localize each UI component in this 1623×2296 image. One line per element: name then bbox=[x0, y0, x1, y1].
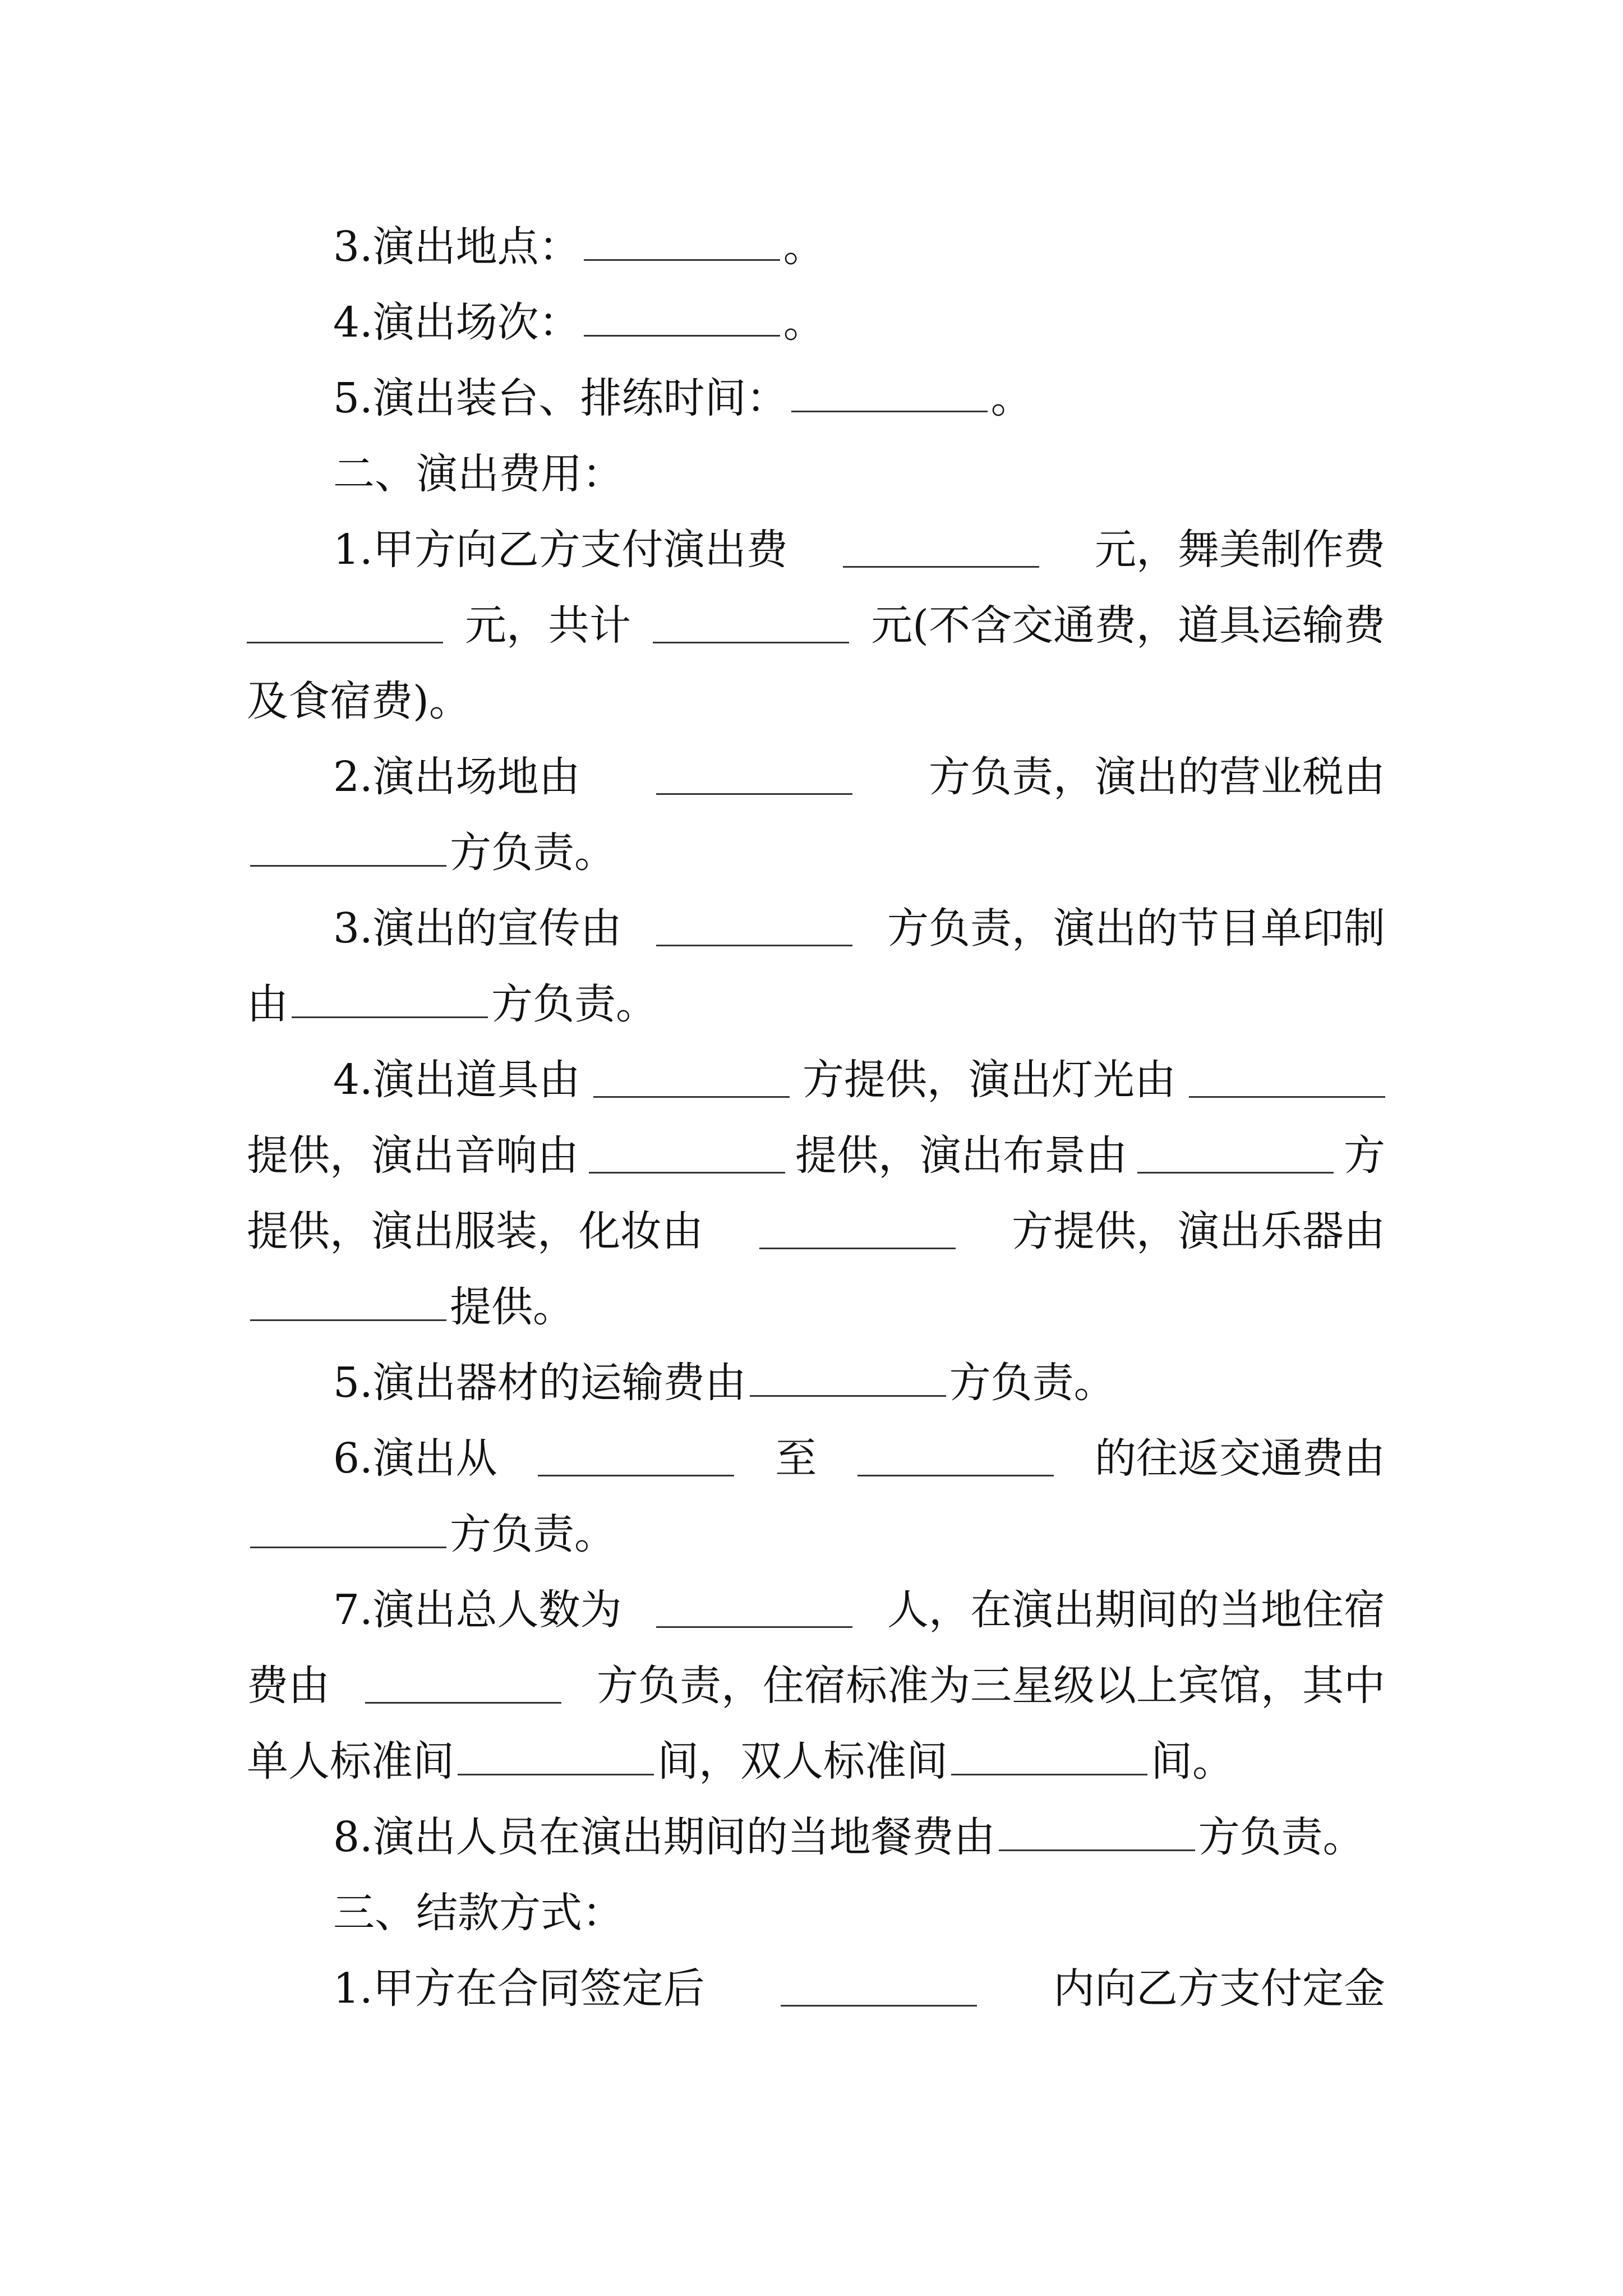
fill-blank[interactable] bbox=[843, 532, 1039, 568]
clause-fee-5 bbox=[333, 1349, 1385, 1416]
text: 7.演出总人数为 bbox=[333, 1586, 622, 1634]
text: 3.演出地点： bbox=[333, 223, 580, 271]
fill-blank[interactable] bbox=[857, 1441, 1054, 1476]
clause-fee-2 bbox=[333, 743, 1385, 811]
text: 单人标准间 bbox=[247, 1737, 454, 1786]
clause-fee-4 bbox=[333, 1046, 1385, 1114]
text: 人，在演出期间的当地住宿 bbox=[887, 1586, 1385, 1634]
fill-blank[interactable] bbox=[1137, 1138, 1334, 1174]
text: 方负责，演出的营业税由 bbox=[928, 753, 1385, 801]
text: 至 bbox=[775, 1434, 817, 1483]
text: 1.甲方在合同签定后 bbox=[333, 1964, 705, 2013]
text: 提供，演出音响由 bbox=[247, 1131, 579, 1180]
text: 方 bbox=[1344, 1131, 1385, 1180]
text: 方负责。 bbox=[491, 980, 657, 1028]
clause-fee-3 bbox=[333, 895, 1385, 962]
fill-blank[interactable] bbox=[458, 1740, 654, 1775]
text: 间。 bbox=[1151, 1737, 1234, 1786]
text: 方提供，演出灯光由 bbox=[802, 1056, 1176, 1104]
text: 5.演出装台、排练时间： bbox=[333, 374, 788, 422]
text: 方提供，演出乐器由 bbox=[1012, 1207, 1385, 1255]
text: 。 bbox=[783, 298, 825, 347]
text: 内向乙方支付定金 bbox=[1053, 1964, 1385, 2013]
clause-fee-8 bbox=[333, 1803, 1385, 1871]
fill-blank[interactable] bbox=[292, 983, 488, 1018]
clause-fee-2-cont bbox=[247, 819, 1385, 886]
text: 1.甲方向乙方支付演出费 bbox=[333, 526, 788, 574]
fill-blank[interactable] bbox=[365, 1668, 561, 1704]
clause-fee-6-cont bbox=[247, 1501, 1385, 1568]
fill-blank[interactable] bbox=[1189, 1062, 1385, 1098]
clause-venue bbox=[333, 213, 1385, 280]
text: 6.演出从 bbox=[333, 1434, 497, 1483]
text: 4.演出场次： bbox=[333, 298, 580, 347]
text: 5.演出器材的运输费由 bbox=[333, 1359, 746, 1407]
fill-blank[interactable] bbox=[584, 226, 780, 261]
fill-blank[interactable] bbox=[791, 377, 988, 412]
text: 元，舞美制作费 bbox=[1094, 526, 1385, 574]
text: 费由 bbox=[247, 1662, 330, 1710]
text: 元(不含交通费，道具运输费 bbox=[871, 601, 1385, 650]
fill-blank[interactable] bbox=[250, 1513, 446, 1548]
text: 元，共计 bbox=[465, 601, 631, 650]
text: 方负责。 bbox=[450, 829, 616, 877]
clause-fee-6 bbox=[333, 1425, 1385, 1492]
clause-fee-1 bbox=[333, 516, 1385, 583]
text: 方负责，演出的节目单印制 bbox=[887, 904, 1385, 953]
clause-fee-7-cont bbox=[247, 1652, 1385, 1719]
text: 方负责。 bbox=[450, 1510, 616, 1558]
fill-blank[interactable] bbox=[750, 1361, 946, 1397]
fill-blank[interactable] bbox=[250, 831, 446, 867]
clause-fee-4-cont bbox=[247, 1122, 1385, 1189]
clause-sessions bbox=[333, 289, 1385, 356]
clause-fee-1-cont bbox=[247, 592, 1385, 659]
heading-text: 二、演出费用： bbox=[333, 450, 624, 498]
clause-rehearsal bbox=[333, 365, 1385, 432]
text: 3.演出的宣传由 bbox=[333, 904, 622, 953]
fill-blank[interactable] bbox=[656, 760, 852, 795]
fill-blank[interactable] bbox=[653, 608, 849, 643]
text: 的往返交通费由 bbox=[1094, 1434, 1385, 1483]
clause-payment-1 bbox=[333, 1955, 1385, 2022]
clause-fee-4-end bbox=[247, 1273, 1385, 1341]
text: 4.演出道具由 bbox=[333, 1056, 580, 1104]
text: 提供，演出布景由 bbox=[795, 1131, 1127, 1180]
text: 及食宿费)。 bbox=[247, 677, 471, 725]
heading-text: 三、结款方式： bbox=[333, 1889, 624, 1937]
text: 由 bbox=[247, 980, 288, 1028]
fill-blank[interactable] bbox=[759, 1214, 956, 1249]
fill-blank[interactable] bbox=[589, 1138, 785, 1174]
text: 方负责，住宿标准为三星级以上宾馆，其中 bbox=[597, 1662, 1385, 1710]
text: 提供。 bbox=[450, 1283, 574, 1331]
fill-blank[interactable] bbox=[538, 1441, 734, 1476]
clause-fee-7 bbox=[333, 1576, 1385, 1644]
text: 8.演出人员在演出期间的当地餐费由 bbox=[333, 1813, 995, 1861]
text: 。 bbox=[990, 374, 1032, 422]
text: 提供，演出服装，化妆由 bbox=[247, 1207, 703, 1255]
fill-blank[interactable] bbox=[584, 301, 780, 337]
fill-blank[interactable] bbox=[593, 1062, 790, 1098]
fill-blank[interactable] bbox=[656, 911, 852, 946]
clause-fee-1-end bbox=[247, 668, 1385, 735]
text: 方负责。 bbox=[1198, 1813, 1364, 1861]
text: 方负责。 bbox=[949, 1359, 1115, 1407]
fill-blank[interactable] bbox=[250, 1286, 446, 1321]
clause-fee-7-cont2 bbox=[247, 1728, 1385, 1795]
clause-fee-3-cont bbox=[247, 970, 1385, 1038]
fill-blank[interactable] bbox=[781, 1971, 977, 2007]
fill-blank[interactable] bbox=[247, 608, 443, 643]
section-heading-fees bbox=[333, 440, 1385, 508]
fill-blank[interactable] bbox=[656, 1593, 852, 1628]
text: 间，双人标准间 bbox=[657, 1737, 948, 1786]
clause-fee-4-cont2 bbox=[247, 1198, 1385, 1265]
text: 。 bbox=[783, 223, 825, 271]
fill-blank[interactable] bbox=[999, 1816, 1195, 1851]
fill-blank[interactable] bbox=[951, 1740, 1147, 1775]
text: 2.演出场地由 bbox=[333, 753, 580, 801]
section-heading-payment bbox=[333, 1879, 1385, 1947]
